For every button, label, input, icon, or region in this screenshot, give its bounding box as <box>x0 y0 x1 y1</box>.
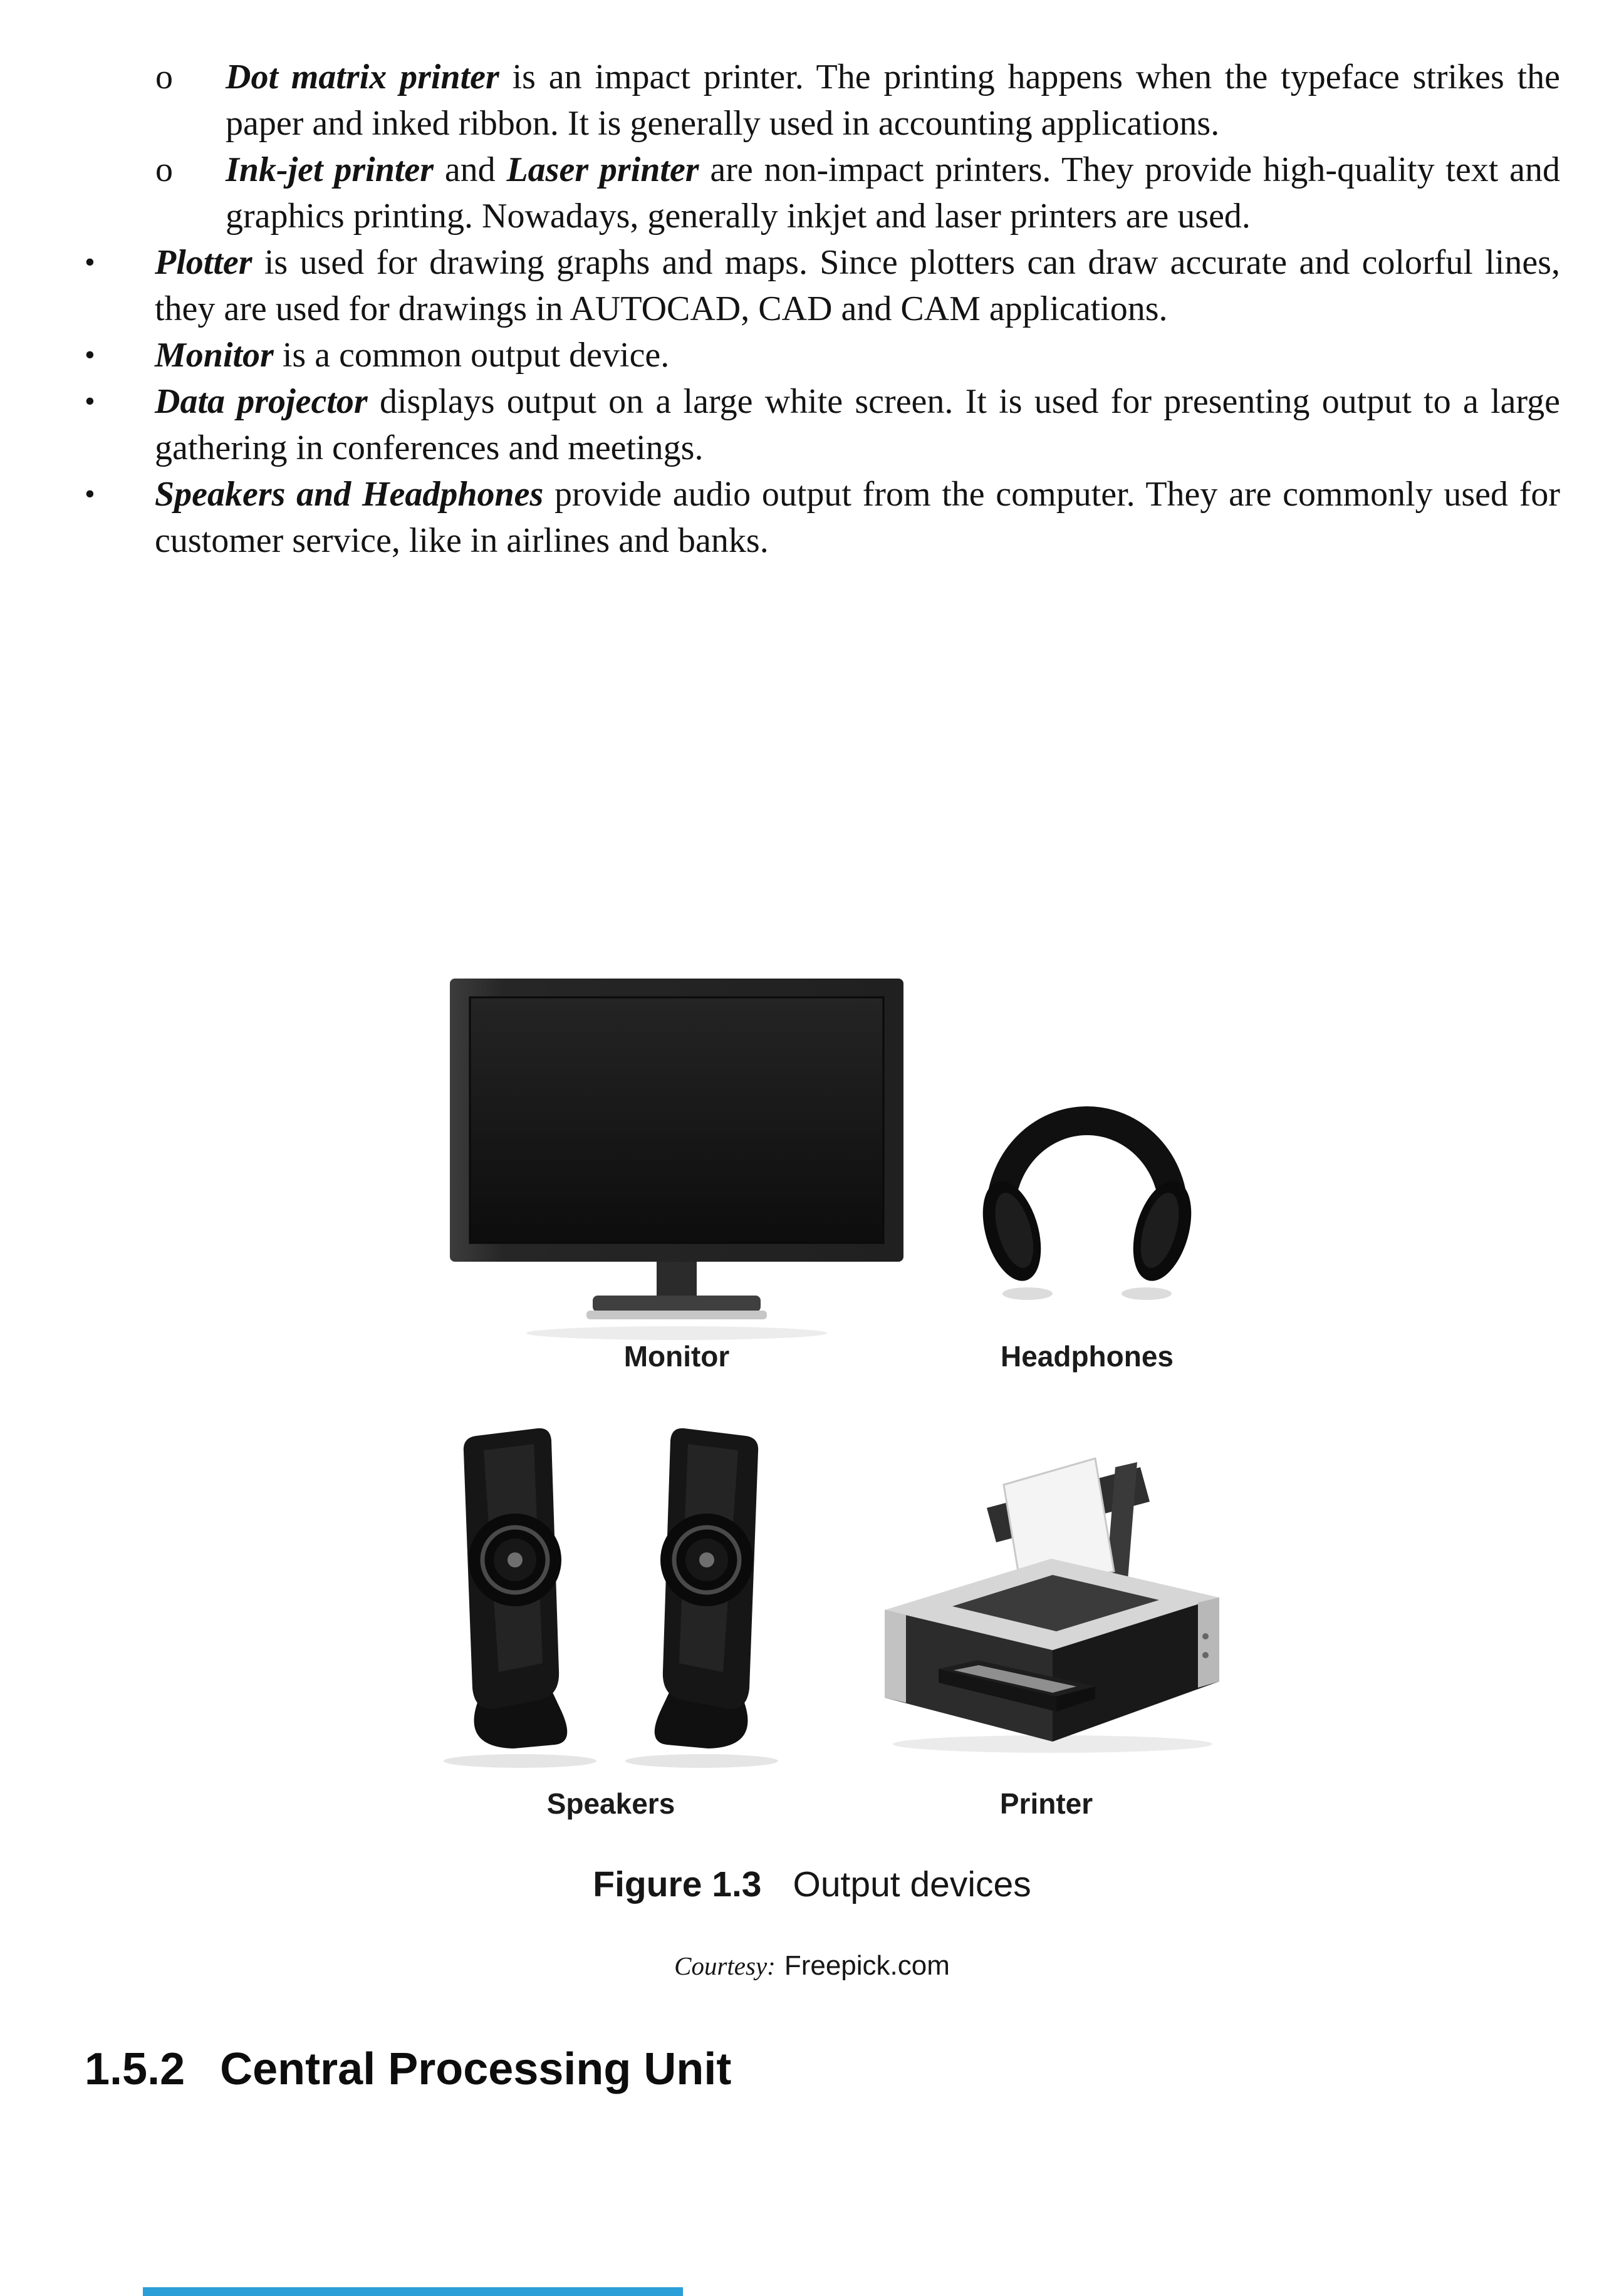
section-heading <box>85 2044 731 2095</box>
list-item-body: is a common output device. <box>273 336 670 375</box>
right-speaker <box>625 1428 778 1768</box>
term-monitor: Monitor <box>155 336 274 375</box>
figure-caption <box>0 1864 1624 1905</box>
term-inkjet-printer: Ink-jet printer <box>226 150 434 189</box>
headphones-label: Headphones <box>1000 1340 1174 1373</box>
sub-bullet-marker: o <box>155 150 173 189</box>
monitor-image <box>439 979 915 1354</box>
speakers-label: Speakers <box>546 1787 675 1820</box>
list-item-body: is used for drawing graphs and maps. Since plotters can draw accurate and colorful lines, they are used for drawings in AUTOCAD, CAD and CAM applications. <box>155 243 1560 328</box>
list-item-body: provide audio output from the computer. They are commonly used for customer service, like in airlines and banks. <box>155 475 1560 560</box>
list-item-body: are non-impact printers. They provide high-quality text and graphics printing. Nowadays, generally inkjet and laser printers are used. <box>226 150 1560 236</box>
printer-label: Printer <box>999 1787 1093 1820</box>
list-item-body: displays output on a large white screen. It is used for presenting output to a large gathering in conferences and meetings. <box>155 382 1560 467</box>
footer-accent-bar <box>143 2287 683 2296</box>
courtesy-label: Courtesy: <box>674 1951 776 1980</box>
left-speaker <box>444 1428 596 1768</box>
list-item-body: and <box>434 150 507 189</box>
courtesy-source: Freepick.com <box>784 1950 950 1981</box>
bullet-marker: • <box>85 477 95 511</box>
bullet-marker: • <box>85 338 95 371</box>
term-speakers-headphones: Speakers and Headphones <box>155 475 544 514</box>
section-number: 1.5.2 <box>85 2044 185 2094</box>
section-title: Central Processing Unit <box>220 2044 732 2094</box>
speakers-image <box>426 1425 796 1776</box>
bullet-marker: • <box>85 246 95 279</box>
monitor-label: Monitor <box>623 1340 730 1373</box>
bullet-marker: • <box>85 385 95 418</box>
term-data-projector: Data projector <box>155 382 368 421</box>
term-dot-matrix-printer: Dot matrix printer <box>226 58 499 96</box>
figure-courtesy <box>0 1950 1624 1982</box>
figure-caption-title: Output devices <box>793 1864 1031 1904</box>
term-laser-printer: Laser printer <box>506 150 699 189</box>
list-item-body: is an impact printer. The printing happens when the typeface strikes the paper and inked ribbon. It is generally used in accounting applications. <box>226 58 1560 143</box>
printer-image <box>846 1448 1247 1762</box>
term-plotter: Plotter <box>155 243 252 282</box>
figure-caption-number: Figure 1.3 <box>593 1864 762 1904</box>
headphones-image <box>968 1024 1206 1306</box>
sub-bullet-marker: o <box>155 58 173 96</box>
